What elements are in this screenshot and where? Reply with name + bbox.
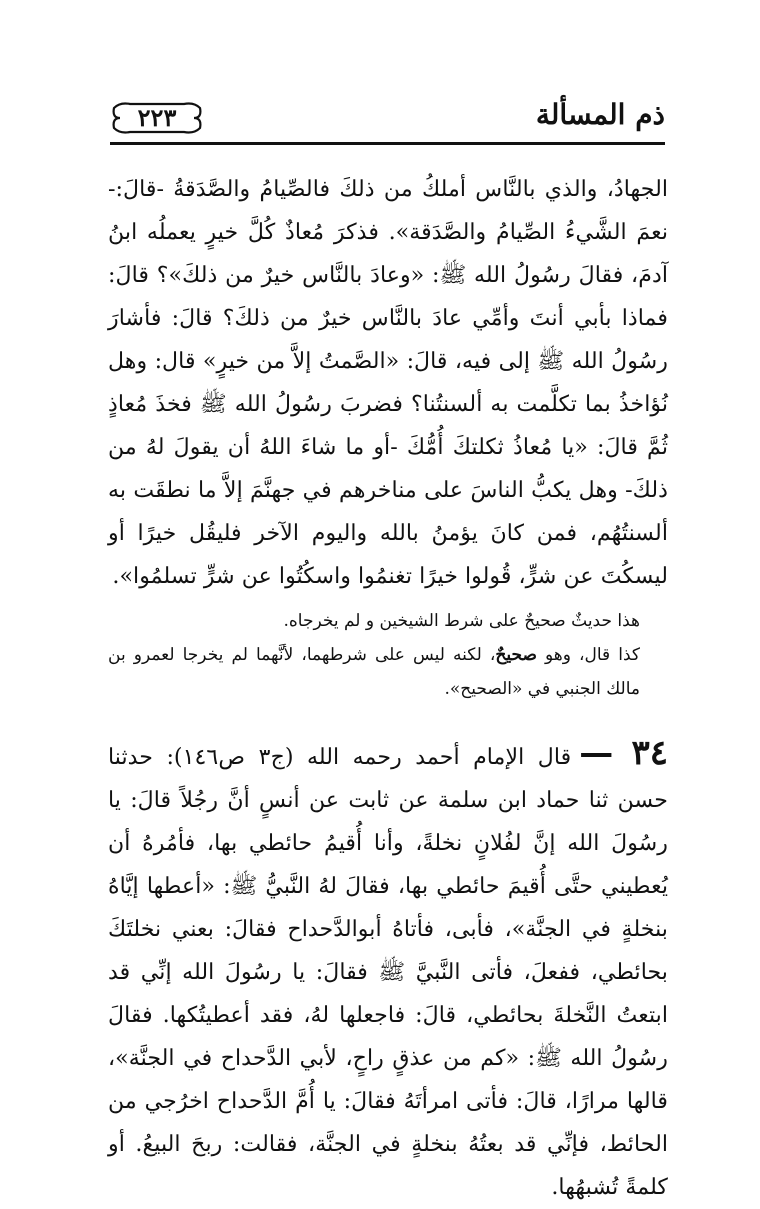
hadith-text: قال الإمام أحمد رحمه الله (ج٣ ص١٤٦): حدثنا حسن ثنا حماد ابن سلمة عن ثابت عن أنسٍ أنَّ رجُلاً قالَ: يا رسُولَ الله إنَّ لفُلانٍ نخلةً، وأنا أُقيمُ حائطي بها، فأمُرهُ أن يُعطيني حتَّى أُقيمَ حائطي بها، فقالَ لهُ النَّبيُّ ﷺ: «أعطها إيَّاهُ بنخلةٍ في الجنَّة»، فأبى، فأتاهُ أبوالدَّحداح فقالَ: بعني نخلتَكَ بحائطي، ففعلَ، فأتى النَّبيَّ ﷺ فقالَ: يا رسُولَ الله إنِّي قد ابتعتُ النَّخلةَ بحائطي، قالَ: فاجعلها لهُ، فقد أعطيتُكها. فقالَ رسُولُ الله ﷺ: «كم من عذقٍ راحٍ، لأبي الدَّحداح في الجنَّة»، قالها مرارًا، قالَ: فأتى امرأتَهُ فقالَ: يا أُمَّ الدَّحداح اخرُجي من الحائط، فإنِّي قد بعتُهُ بنخلةٍ في الجنَّة، فقالت: ربحَ البيعُ. أو كلمةً تُشبهُها. (108, 744, 668, 1200)
hadith-paragraph (108, 732, 668, 1209)
page-number: ٢٢٣ (137, 103, 177, 132)
page-header (110, 86, 665, 146)
commentary-note-end: ، لكنه ليس على شرطهما، لأنَّهما لم يخرجا لعمرو بن مالك الجنبي في «الصحيح». (108, 645, 640, 699)
header-divider (110, 142, 665, 145)
commentary-note-start: كذا قال، وهو (536, 645, 640, 665)
authentication-note: هذا حديثٌ صحيحٌ على شرط الشيخين و لم يخرجاه. (283, 611, 640, 631)
hadith-number: ٣٤ — (579, 733, 668, 773)
hadith-paragraph-continued: الجهادُ، والذي بالنَّاس أملكُ من ذلكَ فالصِّيامُ والصَّدَقةُ -قالَ:- نعمَ الشَّيءُ الصِّيامُ والصَّدَقة». فذكرَ مُعاذٌ كُلَّ خيرٍ يعملُه ابنُ آدمَ، فقالَ رسُولُ الله ﷺ: «وعادَ بالنَّاس خيرٌ من ذلكَ»؟ قالَ: فماذا بأبي أنتَ وأمِّي عادَ بالنَّاس خيرٌ من ذلكَ؟ قالَ: فأشارَ رسُولُ الله ﷺ إلى فيه، قالَ: «الصَّمتُ إلاَّ من خيرٍ» قال: وهل نُؤاخذُ بما تكلَّمت به ألسنتُنا؟ فضربَ رسُولُ الله ﷺ فخذَ مُعاذٍ ثُمَّ قالَ: «يا مُعاذُ ثكلتكَ أُمُّكَ -أو ما شاءَ اللهُ أن يقولَ لهُ من ذلكَ- وهل يكبُّ الناسَ على مناخرهم في جهنَّمَ إلاَّ ما نطقَت به ألسنتُهُم، فمن كانَ يؤمنُ بالله واليوم الآخر فليقُل خيرًا أو ليسكُتَ عن شرٍّ، قُولوا خيرًا تغنمُوا واسكُتُوا عن شرٍّ تسلمُوا». (108, 176, 668, 589)
page-number-frame (110, 100, 204, 136)
main-text (108, 168, 668, 1209)
commentary-bold-word: صحيحٌ (495, 645, 537, 665)
running-title: ذم المسألة (535, 98, 665, 131)
commentary-note (108, 638, 668, 706)
